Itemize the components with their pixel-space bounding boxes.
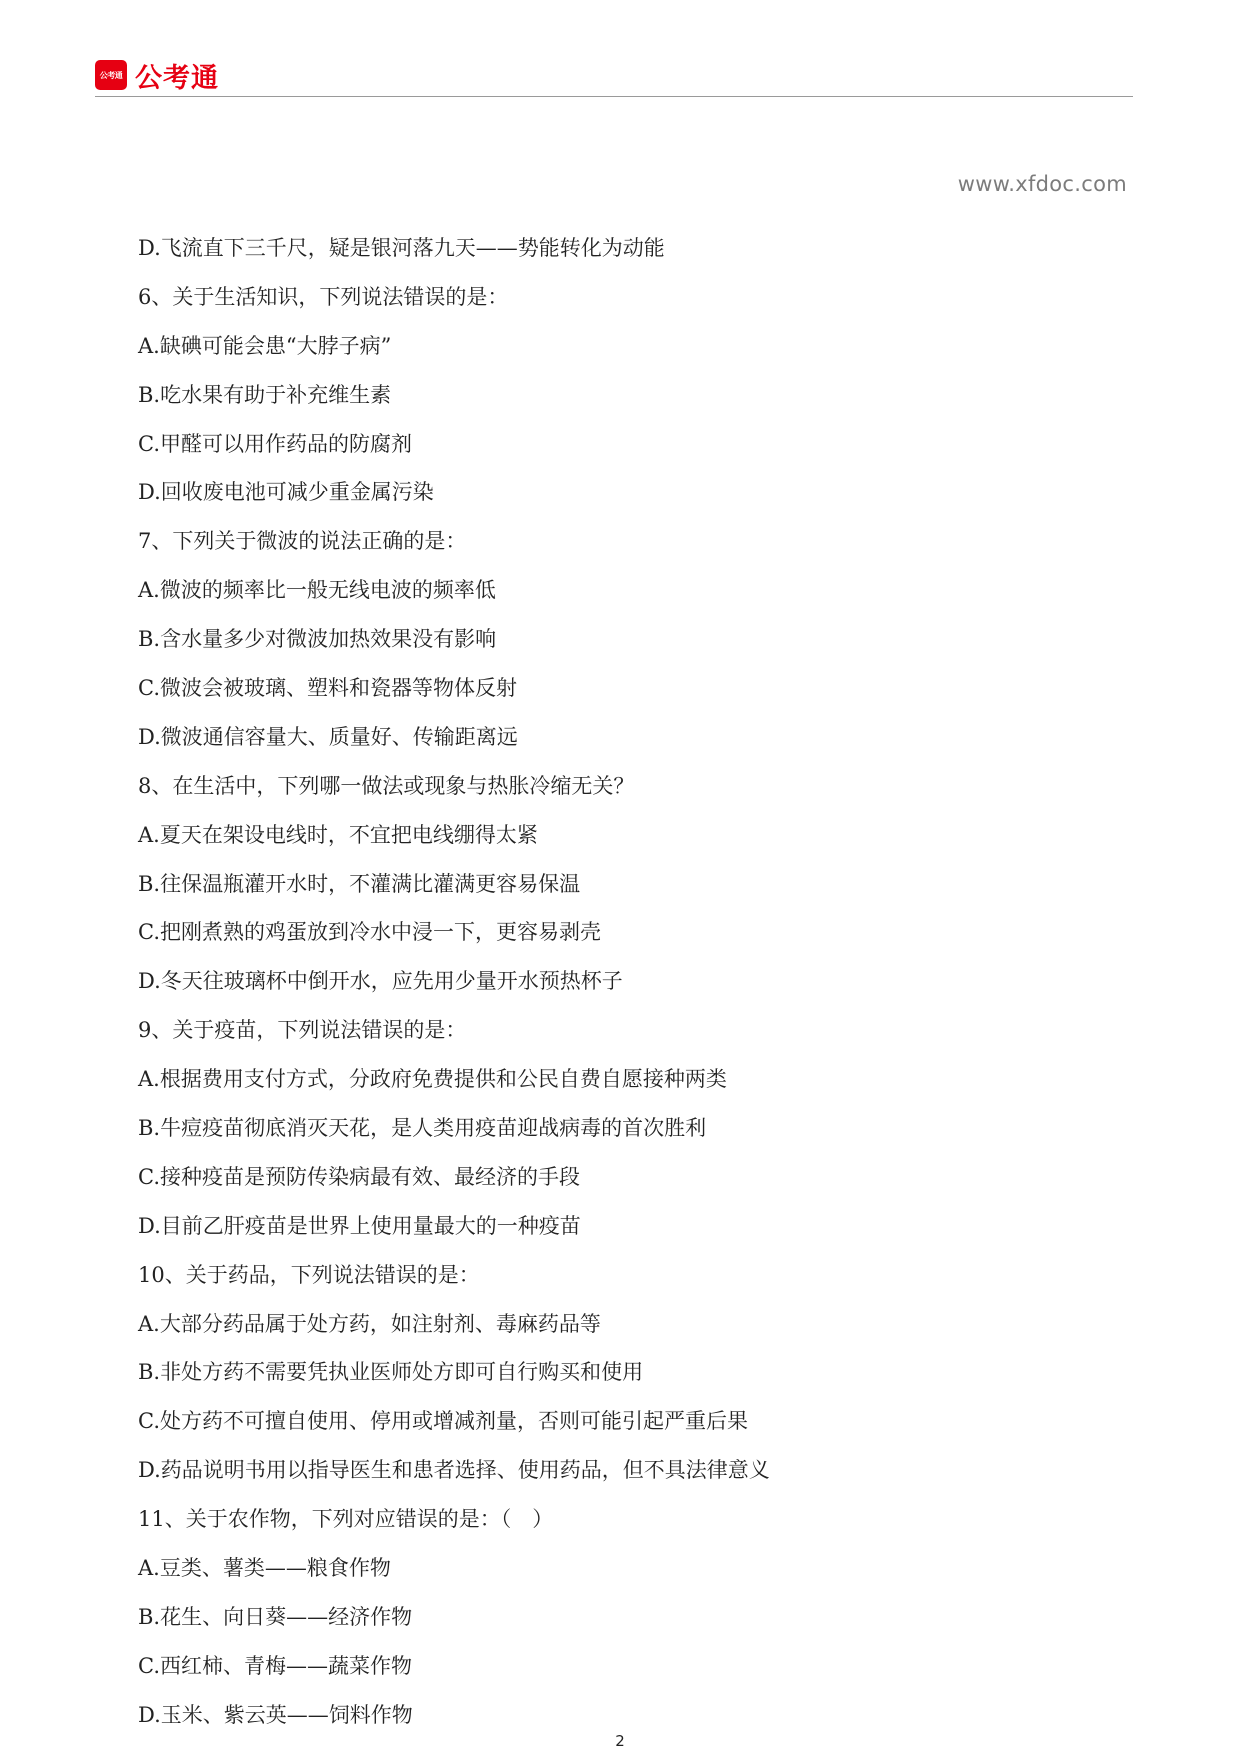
- question-stem: 9、关于疫苗，下列说法错误的是：: [138, 1018, 467, 1043]
- answer-option: A.大部分药品属于处方药，如注射剂、毒麻药品等: [138, 1311, 601, 1336]
- answer-option: D.玉米、紫云英——饲料作物: [138, 1702, 413, 1727]
- answer-option: B.往保温瓶灌开水时，不灌满比灌满更容易保温: [138, 871, 581, 896]
- header-divider: [95, 96, 1133, 97]
- question-stem: 11、关于农作物，下列对应错误的是：（ ）: [138, 1507, 554, 1532]
- logo-text: 公考通: [135, 62, 219, 94]
- answer-option: D.微波通信容量大、质量好、传输距离远: [138, 724, 518, 749]
- answer-option: B.花生、向日葵——经济作物: [138, 1604, 413, 1629]
- answer-option: C.处方药不可擅自使用、停用或增减剂量，否则可能引起严重后果: [138, 1409, 748, 1434]
- answer-option: B.非处方药不需要凭执业医师处方即可自行购买和使用: [138, 1360, 644, 1385]
- logo-icon: 公考通: [95, 60, 127, 90]
- answer-option: C.接种疫苗是预防传染病最有效、最经济的手段: [138, 1164, 580, 1189]
- answer-option: B.含水量多少对微波加热效果没有影响: [138, 627, 497, 652]
- document-body: [138, 228, 1138, 1744]
- watermark-url: www.xfdoc.com: [957, 172, 1127, 196]
- answer-option: D.药品说明书用以指导医生和患者选择、使用药品，但不具法律意义: [138, 1458, 770, 1483]
- answer-option: D.冬天往玻璃杯中倒开水，应先用少量开水预热杯子: [138, 969, 623, 994]
- question-stem: 8、在生活中，下列哪一做法或现象与热胀冷缩无关？: [138, 773, 635, 798]
- header-logo: [95, 58, 219, 92]
- answer-option: A.缺碘可能会患“大脖子病”: [138, 333, 392, 358]
- answer-option: B.吃水果有助于补充维生素: [138, 382, 392, 407]
- question-stem: 6、关于生活知识，下列说法错误的是：: [138, 284, 509, 309]
- answer-option: A.根据费用支付方式，分政府免费提供和公民自费自愿接种两类: [138, 1067, 727, 1092]
- answer-option: D.目前乙肝疫苗是世界上使用量最大的一种疫苗: [138, 1213, 581, 1238]
- page-number: 2: [615, 1732, 625, 1750]
- text-line: D.飞流直下三千尺，疑是银河落九天——势能转化为动能: [138, 236, 665, 260]
- question-stem: 10、关于药品，下列说法错误的是：: [138, 1262, 480, 1287]
- answer-option: C.微波会被玻璃、塑料和瓷器等物体反射: [138, 676, 517, 701]
- answer-option: A.夏天在架设电线时，不宜把电线绷得太紧: [138, 822, 538, 847]
- answer-option: A.豆类、薯类——粮食作物: [138, 1556, 391, 1581]
- answer-option: B.牛痘疫苗彻底消灭天花，是人类用疫苗迎战病毒的首次胜利: [138, 1116, 707, 1141]
- answer-option: A.微波的频率比一般无线电波的频率低: [138, 578, 496, 603]
- answer-option: C.把刚煮熟的鸡蛋放到冷水中浸一下，更容易剥壳: [138, 920, 601, 945]
- answer-option: C.西红柿、青梅——蔬菜作物: [138, 1653, 412, 1678]
- question-stem: 7、下列关于微波的说法正确的是：: [138, 529, 467, 554]
- answer-option: C.甲醛可以用作药品的防腐剂: [138, 431, 412, 456]
- answer-option: D.回收废电池可减少重金属污染: [138, 480, 434, 505]
